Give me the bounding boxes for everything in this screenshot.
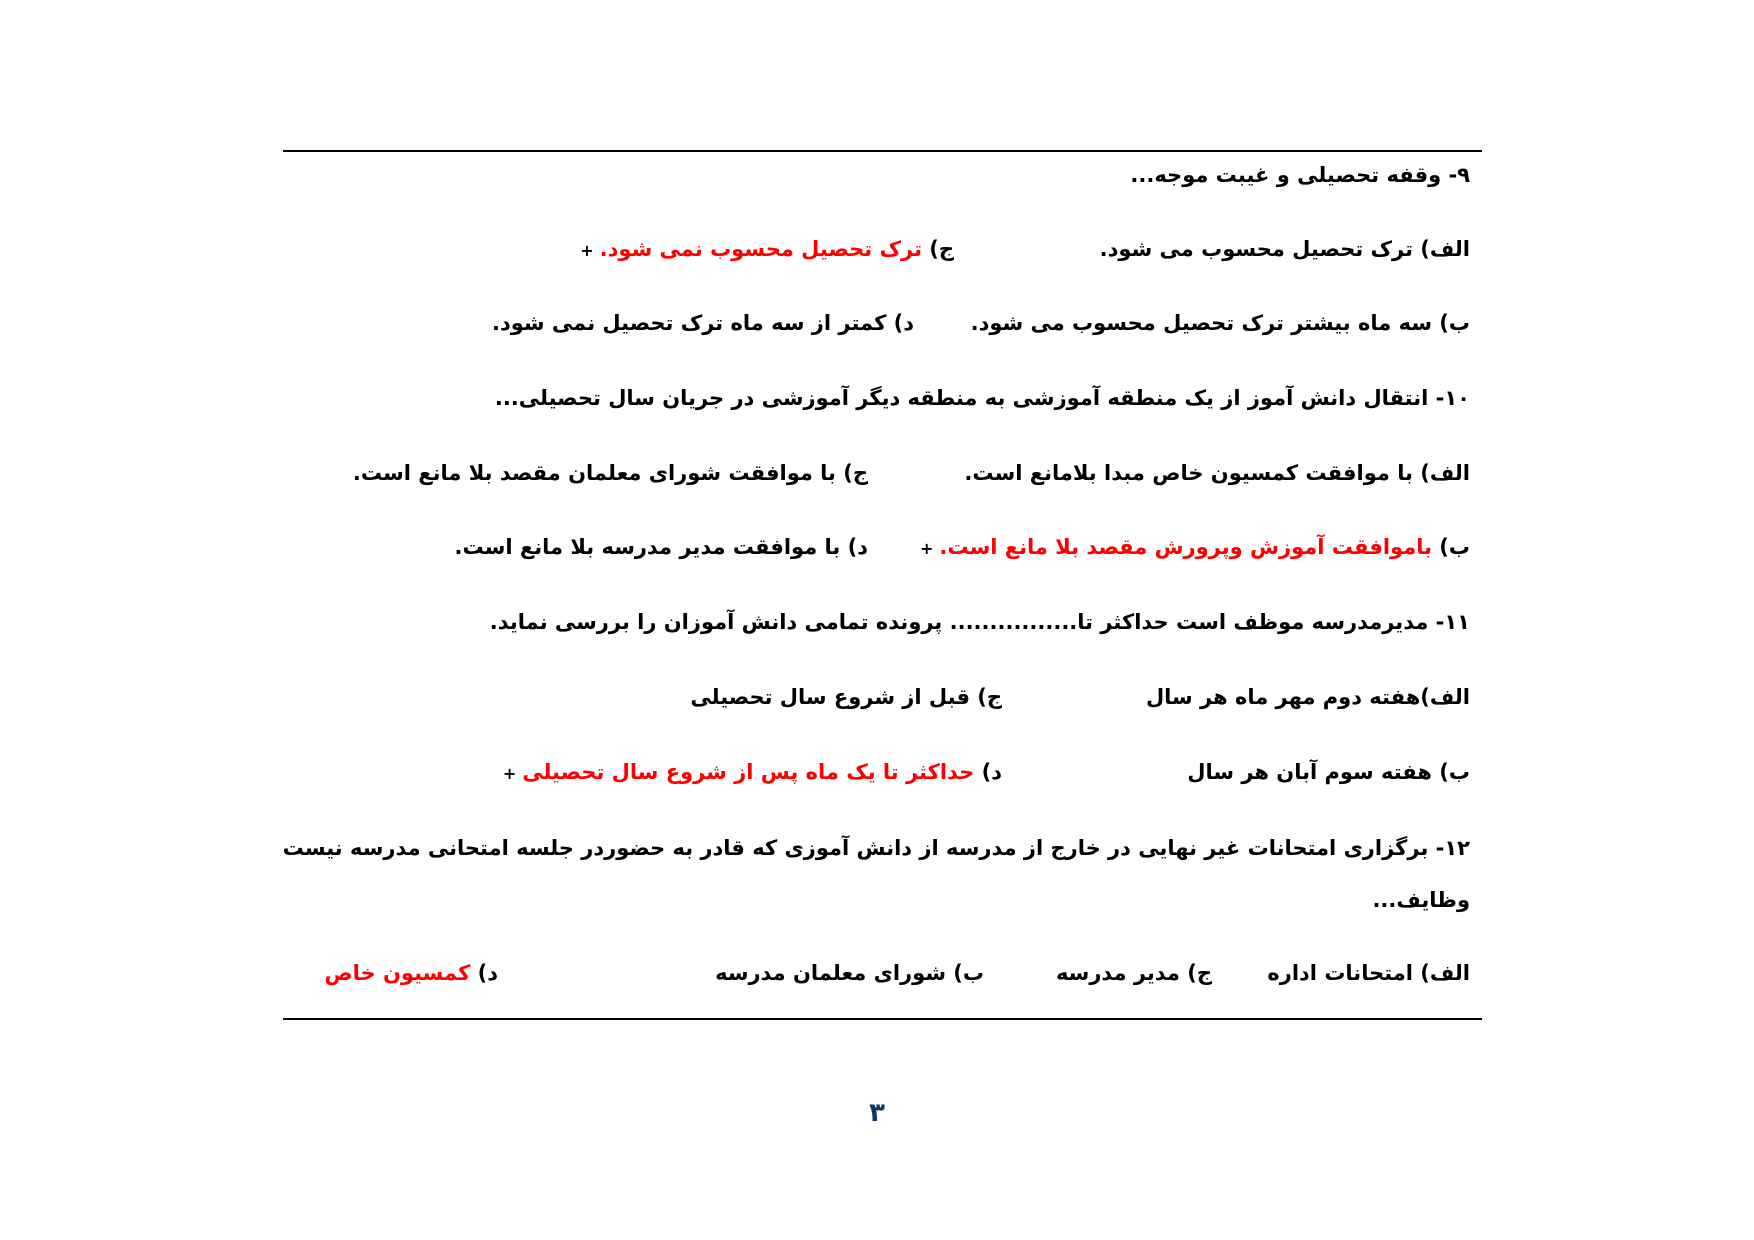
question-9-stem <box>1130 160 1470 190</box>
option-label: ج) <box>835 461 868 485</box>
q12-option-alef <box>1267 958 1470 988</box>
q12-option-dal <box>324 958 498 988</box>
option-text: کمتر از سه ماه ترک تحصیل نمی شود. <box>491 311 887 335</box>
question-12-stem-line2 <box>1372 885 1470 915</box>
question-text: وظایف... <box>1372 888 1470 912</box>
question-text: ۱۱- مدیرمدرسه موظف است حداکثر تا................ پرونده تمامی دانش آموزان را بررسی نماید. <box>489 610 1470 634</box>
option-label: ب) <box>1431 311 1470 335</box>
option-text: قبل از شروع سال تحصیلی <box>690 685 970 709</box>
option-label: الف) <box>1412 961 1470 985</box>
option-label: ب) <box>1431 535 1470 559</box>
option-label: ج) <box>921 237 954 261</box>
question-12-stem-line1 <box>283 833 1470 863</box>
q11-option-alef <box>1146 682 1470 712</box>
option-label: ب) <box>1431 760 1470 784</box>
q11-option-be <box>1187 757 1470 787</box>
q9-option-be <box>971 308 1470 338</box>
option-label: د) <box>470 961 498 985</box>
option-text: امتحانات اداره <box>1267 961 1413 985</box>
option-text: با موافقت مدیر مدرسه بلا مانع است. <box>454 535 841 559</box>
option-label: الف) <box>1420 685 1470 709</box>
page-number: ۳ <box>869 1098 885 1128</box>
option-text: با موافقت کمسیون خاص مبدا بلامانع است. <box>964 461 1413 485</box>
option-text: ترک تحصیل محسوب می شود. <box>1099 237 1413 261</box>
option-text: هفته دوم مهر ماه هر سال <box>1145 685 1421 709</box>
option-label: ج) <box>1179 961 1212 985</box>
option-label: د) <box>974 760 1002 784</box>
option-text: با موافقت شورای معلمان مقصد بلا مانع است. <box>352 461 836 485</box>
option-label: د) <box>840 535 868 559</box>
option-label: ج) <box>969 685 1002 709</box>
correct-mark: + <box>580 241 594 260</box>
option-label: الف) <box>1412 461 1470 485</box>
option-text: مدیر مدرسه <box>1055 961 1180 985</box>
q9-option-jim <box>580 234 954 266</box>
q10-option-alef <box>964 458 1470 488</box>
question-text: ۱۲- برگزاری امتحانات غیر نهایی در خارج از مدرسه از دانش آموزی که قادر به حضوردر جلسه امتحانی مدرسه نیست <box>282 836 1470 860</box>
option-text-correct: باموافقت آموزش وپرورش مقصد بلا مانع است. <box>939 535 1432 559</box>
option-text-correct: کمسیون خاص <box>324 961 471 985</box>
option-label: الف) <box>1412 237 1470 261</box>
correct-mark: + <box>502 764 517 783</box>
question-10-stem <box>495 383 1470 413</box>
q10-option-be <box>920 532 1470 564</box>
top-divider <box>283 150 1482 152</box>
q9-option-alef <box>1100 234 1470 264</box>
question-11-stem <box>490 607 1470 637</box>
option-text: شورای معلمان مدرسه <box>715 961 946 985</box>
q10-option-jim <box>353 458 868 488</box>
q11-option-jim <box>690 682 1002 712</box>
option-text-correct: ترک تحصیل محسوب نمی شود. <box>599 237 922 261</box>
option-label: د) <box>886 311 914 335</box>
bottom-divider <box>283 1018 1482 1020</box>
option-text: سه ماه بیشتر ترک تحصیل محسوب می شود. <box>970 311 1432 335</box>
q11-option-dal <box>503 757 1002 789</box>
question-text: ۱۰- انتقال دانش آموز از یک منطقه آموزشی به منطقه دیگر آموزشی در جریان سال تحصیلی... <box>494 386 1470 410</box>
question-text: ۹- وقفه تحصیلی و غیبت موجه... <box>1130 163 1470 187</box>
q12-option-jim <box>1056 958 1212 988</box>
q10-option-dal <box>455 532 868 562</box>
q9-option-dal <box>492 308 914 338</box>
option-label: ب) <box>945 961 984 985</box>
option-text: هفته سوم آبان هر سال <box>1187 760 1432 784</box>
correct-mark: + <box>919 539 934 558</box>
option-text-correct: حداکثر تا یک ماه پس از شروع سال تحصیلی <box>522 760 975 784</box>
q12-option-be <box>715 958 984 988</box>
